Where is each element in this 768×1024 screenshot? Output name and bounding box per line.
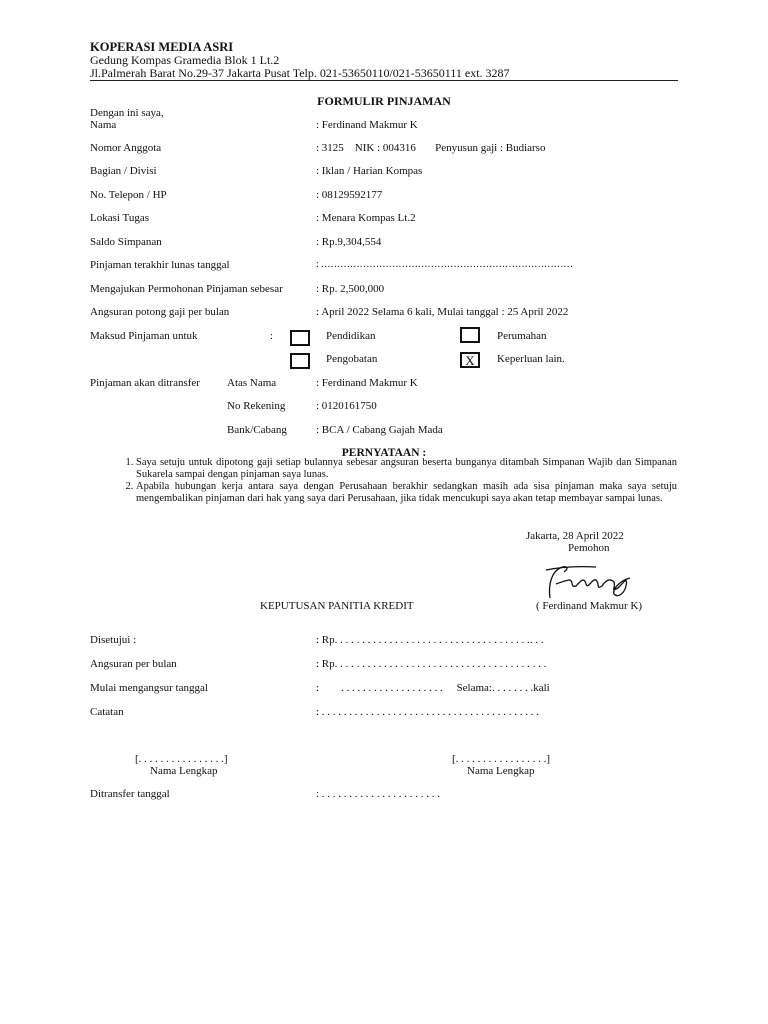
org-name: KOPERASI MEDIA ASRI xyxy=(90,40,234,54)
purpose-colon: : xyxy=(270,330,274,342)
field-label-lokasi: Lokasi Tugas xyxy=(90,212,149,224)
field-value-nomor-anggota: : 3125 NIK : 004316 Penyusun gaji : Budiarso xyxy=(316,142,546,154)
field-value-telepon: : 08129592177 xyxy=(316,189,383,201)
field-label-permohonan: Mengajukan Permohonan Pinjaman sebesar xyxy=(90,283,283,295)
committee-value-disetujui: : Rp. . . . . . . . . . . . . . . . . . . . . . . . . . . . . . . . . . . .. . . xyxy=(316,634,544,646)
committee-sign-left-caption: Nama Lengkap xyxy=(150,765,218,777)
transfer-value-rekening: : 0120161750 xyxy=(316,400,377,412)
committee-value-mulai: : . . . . . . . . . . . . . . . . . . . Selama:. . . . . . . .kali xyxy=(316,682,550,694)
field-value-permohonan: : Rp. 2,500,000 xyxy=(316,283,385,295)
intro-text: Dengan ini saya, xyxy=(90,107,164,119)
transfer-value-bank: : BCA / Cabang Gajah Mada xyxy=(316,424,443,436)
signature-place-date: Jakarta, 28 April 2022 xyxy=(526,530,624,542)
org-address-line-1: Gedung Kompas Gramedia Blok 1 Lt.2 xyxy=(90,53,280,67)
statement-item: 1. Saya setuju untuk dipotong gaji setiap bulannya sebesar angsuran beserta bunganya ditambah Simpanan Wajib dan Simpanan Sukarela sampai dengan pinjaman saya lunas. xyxy=(136,457,677,481)
form-title: FORMULIR PINJAMAN xyxy=(317,94,451,108)
transfer-value-atas-nama: : Ferdinand Makmur K xyxy=(316,377,418,389)
option-label-keperluan-lain: Keperluan lain. xyxy=(497,353,565,365)
checkbox-keperluan-lain[interactable]: X xyxy=(460,352,480,368)
option-label-pengobatan: Pengobatan xyxy=(326,353,378,365)
field-value-nama: : Ferdinand Makmur K xyxy=(316,119,418,131)
field-value-bagian: : Iklan / Harian Kompas xyxy=(316,165,423,177)
transfer-label: Pinjaman akan ditransfer xyxy=(90,377,200,389)
field-value-lokasi: : Menara Kompas Lt.2 xyxy=(316,212,416,224)
field-value-saldo: : Rp.9,304,554 xyxy=(316,236,382,248)
option-label-pendidikan: Pendidikan xyxy=(326,330,376,342)
option-label-perumahan: Perumahan xyxy=(497,330,547,342)
purpose-label: Maksud Pinjaman untuk xyxy=(90,330,198,342)
field-value-lunas: : …………………………………………………………………… xyxy=(316,259,573,270)
committee-label-angsuran: Angsuran per bulan xyxy=(90,658,177,670)
committee-title: KEPUTUSAN PANITIA KREDIT xyxy=(260,600,414,612)
field-label-saldo: Saldo Simpanan xyxy=(90,236,162,248)
field-label-angsuran: Angsuran potong gaji per bulan xyxy=(90,306,230,318)
transfer-date-label: Ditransfer tanggal xyxy=(90,788,170,800)
statement-item: 2. Apabila hubungan kerja antara saya dengan Perusahaan berakhir sedangkan masih ada sisa pinjaman maka saya setuju mengembalikan pinjaman dari hak yang saya dari Perusahaan, jika tidak mencukupi saya akan tetap membayar sampai lunas. xyxy=(136,481,677,505)
committee-value-angsuran: : Rp. . . . . . . . . . . . . . . . . . . . . . . . . . . . . . . . . . . . . . . xyxy=(316,658,547,670)
org-address-line-2: Jl.Palmerah Barat No.29-37 Jakarta Pusat Telp. 021-53650110/021-53650111 ext. 3287 xyxy=(90,66,510,80)
transfer-date-value: : . . . . . . . . . . . . . . . . . . . . . . xyxy=(316,788,441,800)
committee-sign-right: [. . . . . . . . . . . . . . . . .] xyxy=(452,753,551,765)
transfer-label-rekening: No Rekening xyxy=(227,400,286,412)
transfer-label-bank: Bank/Cabang xyxy=(227,424,287,436)
field-label-telepon: No. Telepon / HP xyxy=(90,189,167,201)
field-value-angsuran: : April 2022 Selama 6 kali, Mulai tanggal : 25 April 2022 xyxy=(316,306,569,318)
committee-label-catatan: Catatan xyxy=(90,706,124,718)
committee-sign-left: [. . . . . . . . . . . . . . . .] xyxy=(135,753,228,765)
committee-label-mulai: Mulai mengangsur tanggal xyxy=(90,682,208,694)
statement-list xyxy=(90,457,677,505)
checkbox-pengobatan[interactable] xyxy=(290,353,310,369)
signature-role: Pemohon xyxy=(568,542,610,554)
transfer-label-atas-nama: Atas Nama xyxy=(227,377,277,389)
checkbox-perumahan[interactable] xyxy=(460,327,480,343)
signature-name: ( Ferdinand Makmur K) xyxy=(536,600,643,612)
header-divider xyxy=(90,80,678,81)
field-label-nama: Nama xyxy=(90,119,117,131)
committee-sign-right-caption: Nama Lengkap xyxy=(467,765,535,777)
field-label-lunas: Pinjaman terakhir lunas tanggal xyxy=(90,259,230,271)
field-label-nomor-anggota: Nomor Anggota xyxy=(90,142,162,154)
checkbox-pendidikan[interactable] xyxy=(290,330,310,346)
statement-title: PERNYATAAN : xyxy=(341,447,427,459)
handwritten-signature xyxy=(540,558,640,606)
committee-label-disetujui: Disetujui : xyxy=(90,634,137,646)
field-label-bagian: Bagian / Divisi xyxy=(90,165,157,177)
committee-value-catatan: : . . . . . . . . . . . . . . . . . . . . . . . . . . . . . . . . . . . . . . . . xyxy=(316,706,540,718)
